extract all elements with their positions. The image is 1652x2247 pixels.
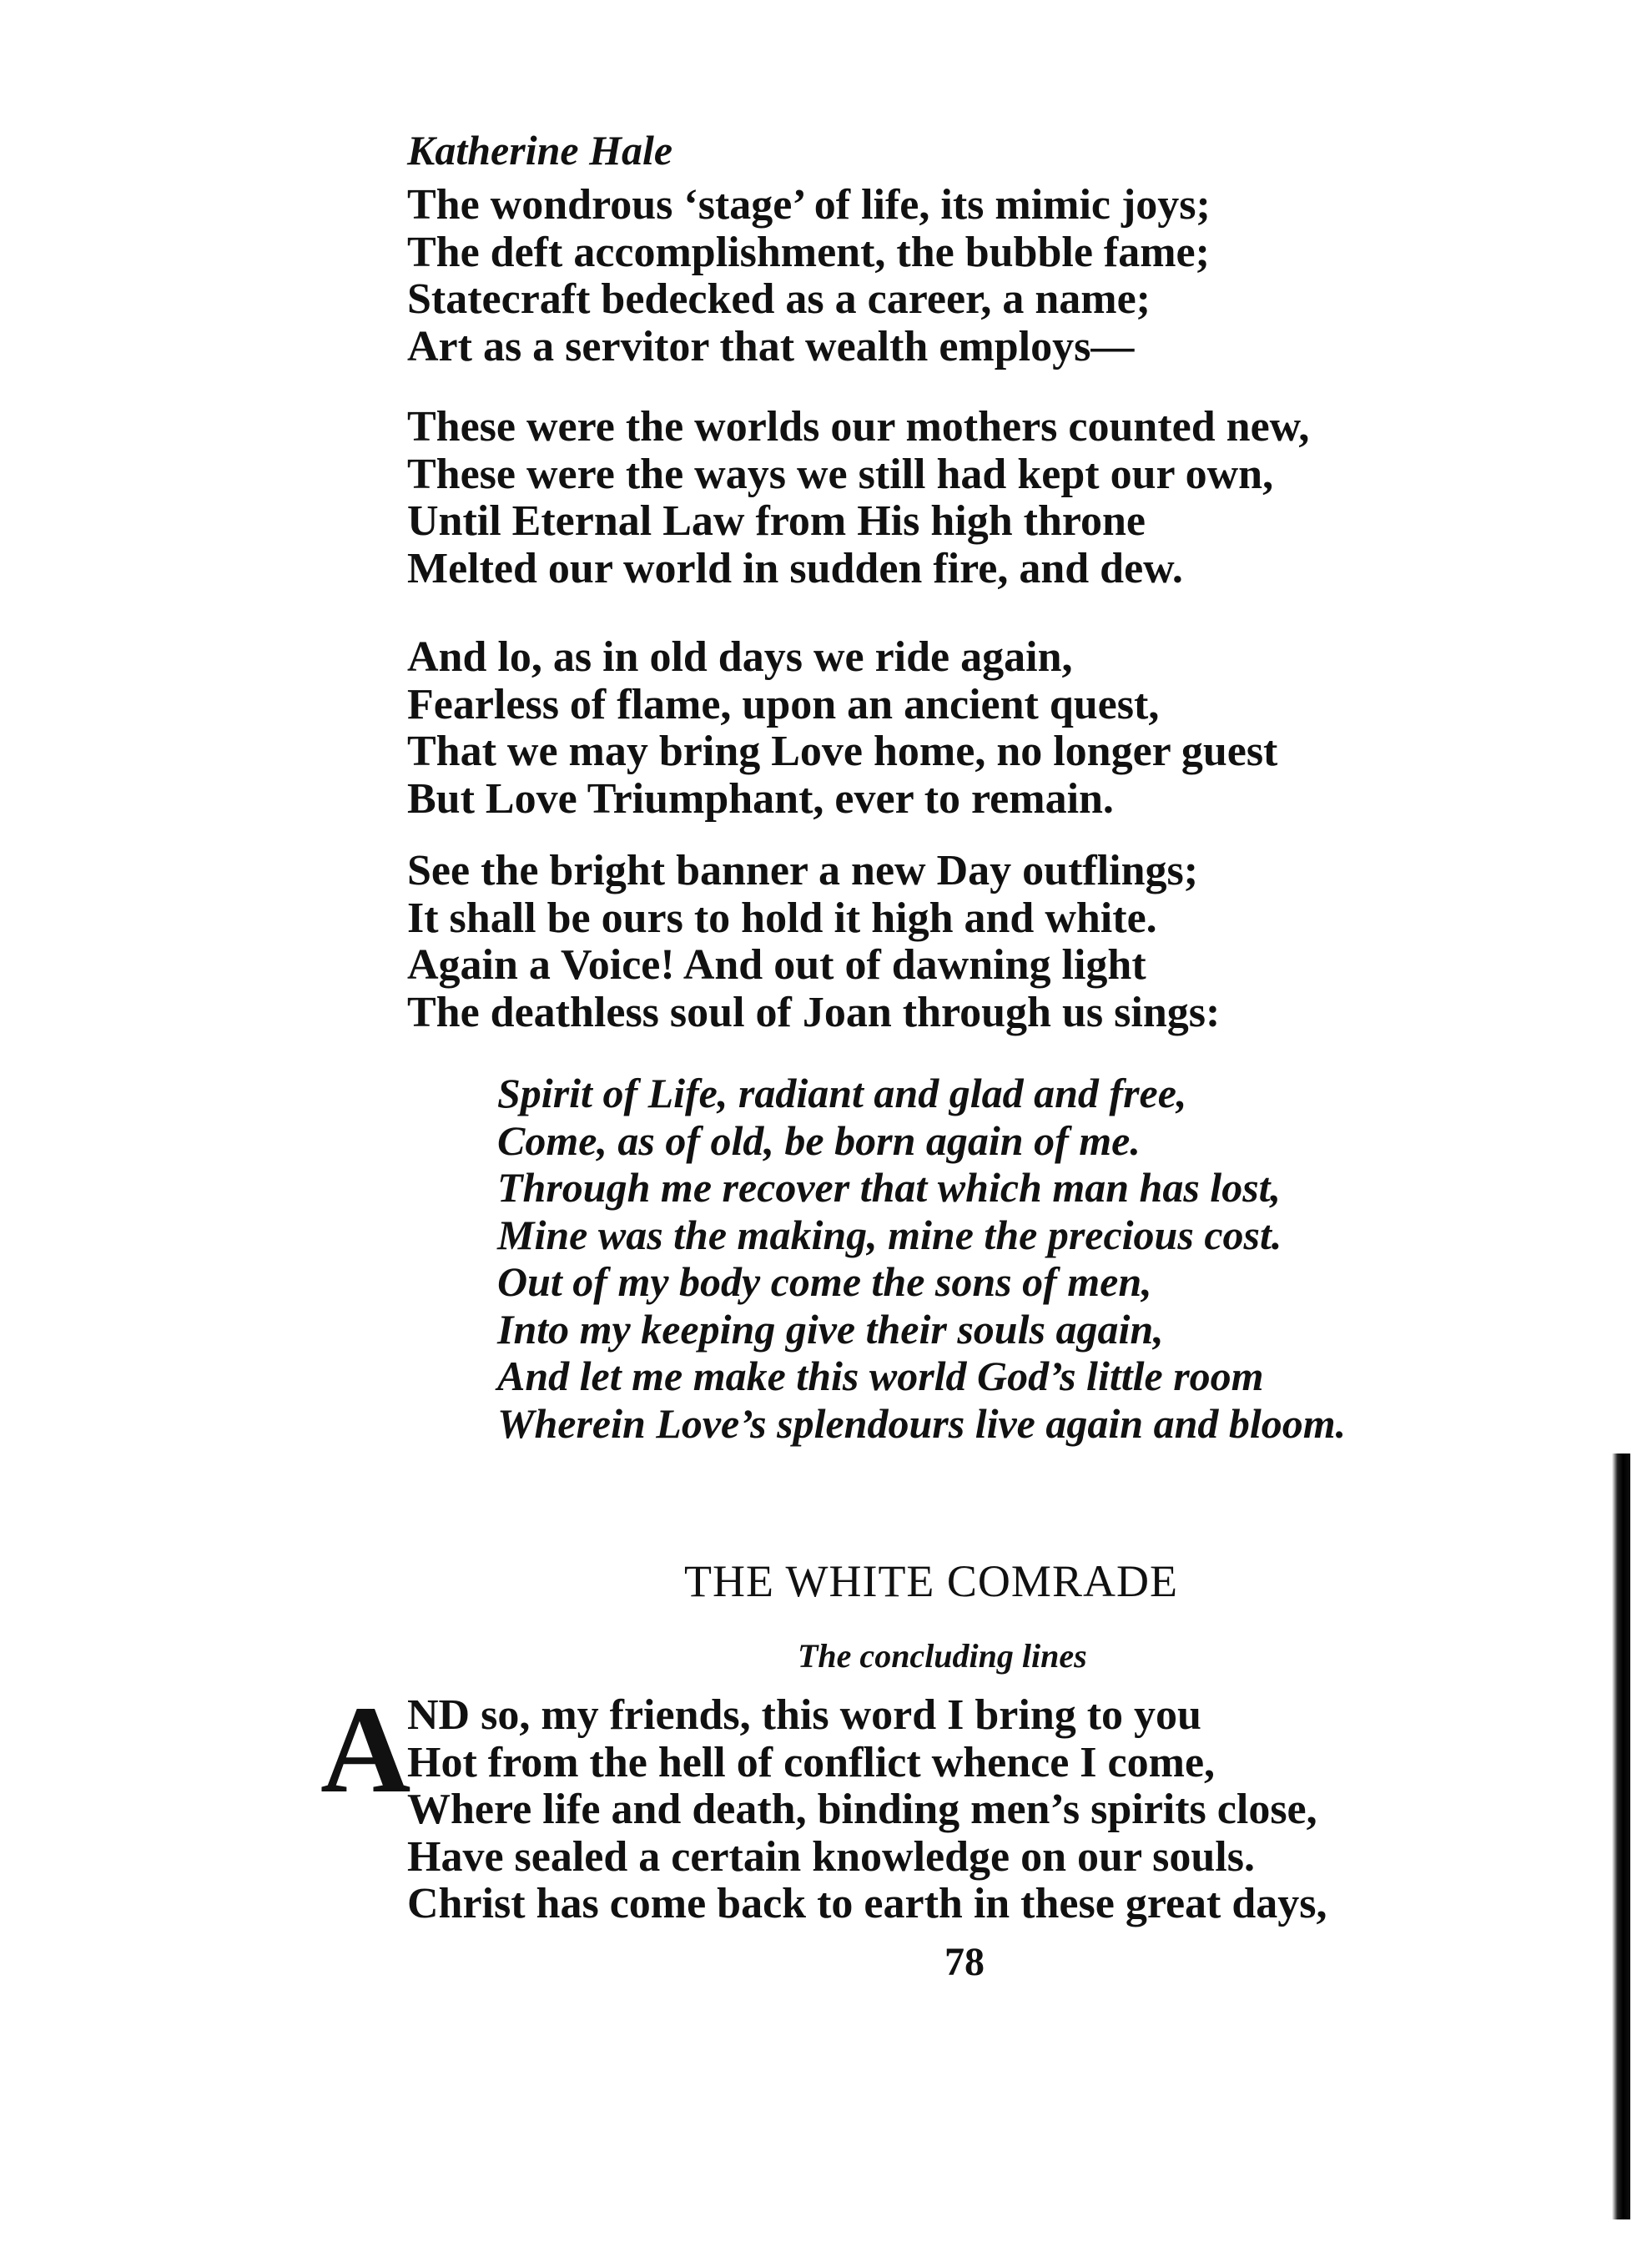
author-name: Katherine Hale <box>407 127 673 174</box>
white-comrade-opening <box>407 1692 1327 1928</box>
poem-line: Statecraft bedecked as a career, a name; <box>407 275 1151 323</box>
poem-line: Again a Voice! And out of dawning light <box>407 941 1146 989</box>
poem-line: And lo, as in old days we ride again, <box>407 633 1073 681</box>
poem-line: The wondrous ‘stage’ of life, its mimic joys; <box>407 181 1211 229</box>
drop-cap: A <box>320 1680 411 1819</box>
poem-line: Until Eternal Law from His high throne <box>407 497 1146 545</box>
poem-title: THE WHITE COMRADE <box>684 1556 1178 1606</box>
song-line: Through me recover that which man has lost, <box>497 1164 1282 1211</box>
poem-line: The deathless soul of Joan through us sings: <box>407 988 1221 1036</box>
poem-line: ND so, my friends, this word I bring to you <box>407 1691 1201 1739</box>
stanza-2 <box>407 404 1309 592</box>
poem-line: These were the worlds our mothers counted new, <box>407 403 1310 451</box>
poem-line: That we may bring Love home, no longer guest <box>407 728 1278 775</box>
song-line: Out of my body come the sons of men, <box>497 1258 1152 1305</box>
song-line: Into my keeping give their souls again, <box>497 1305 1164 1353</box>
stanza-4 <box>407 848 1220 1036</box>
poem-line: See the bright banner a new Day outflings; <box>407 847 1199 894</box>
stanza-1 <box>407 182 1211 370</box>
joan-song <box>497 1070 1346 1447</box>
poem-line: Christ has come back to earth in these great days, <box>407 1880 1327 1927</box>
page-edge-shadow <box>1612 1453 1630 2219</box>
poem-subtitle: The concluding lines <box>798 1637 1087 1675</box>
poem-line: Hot from the hell of conflict whence I come, <box>407 1738 1216 1786</box>
poem-line: Where life and death, binding men’s spirits close, <box>407 1786 1317 1833</box>
song-line: Mine was the making, mine the precious cost. <box>497 1211 1282 1258</box>
poem-line: Have sealed a certain knowledge on our souls. <box>407 1832 1255 1881</box>
poem-line: But Love Triumphant, ever to remain. <box>407 774 1114 823</box>
poem-line: Melted our world in sudden fire, and dew. <box>407 544 1183 592</box>
poem-line: Fearless of flame, upon an ancient quest, <box>407 680 1160 728</box>
song-line: And let me make this world God’s little room <box>497 1353 1264 1399</box>
poem-line: These were the ways we still had kept our own, <box>407 450 1274 498</box>
page-number: 78 <box>944 1940 985 1984</box>
poem-line: It shall be ours to hold it high and white. <box>407 894 1157 942</box>
poem-line: The deft accomplishment, the bubble fame; <box>407 228 1210 276</box>
song-line: Come, as of old, be born again of me. <box>497 1116 1141 1164</box>
poem-line: Art as a servitor that wealth employs— <box>407 322 1135 370</box>
song-line: Wherein Love’s splendours live again and bloom. <box>497 1399 1347 1447</box>
stanza-3 <box>407 634 1277 823</box>
song-line: Spirit of Life, radiant and glad and free, <box>497 1070 1187 1116</box>
